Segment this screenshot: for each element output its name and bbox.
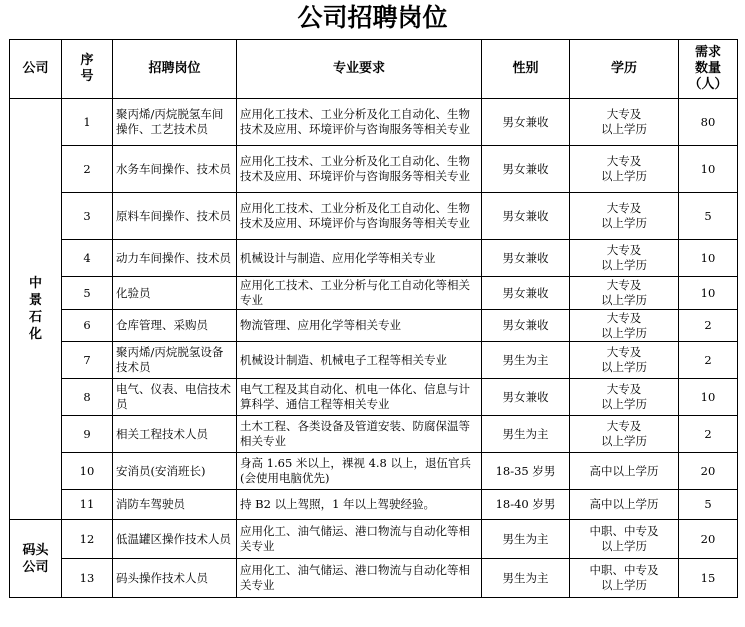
gender-cell: 男女兼收 <box>482 277 570 310</box>
table-row <box>10 416 738 453</box>
requirement-cell: 机械设计制造、机械电子工程等相关专业 <box>237 342 482 379</box>
company-name: 码头 公司 <box>22 542 49 575</box>
requirement-cell: 应用化工、油气储运、港口物流与自动化等相关专业 <box>237 559 482 598</box>
gender-cell: 男女兼收 <box>482 310 570 342</box>
education-cell: 高中以上学历 <box>570 490 679 520</box>
count-cell: 2 <box>679 310 738 342</box>
requirement-cell: 机械设计与制造、应用化学等相关专业 <box>237 240 482 277</box>
requirement-cell: 物流管理、应用化学等相关专业 <box>237 310 482 342</box>
education-cell: 中职、中专及 以上学历 <box>570 559 679 598</box>
position-cell: 聚丙烯/丙烷脱氢车间操作、工艺技术员 <box>113 99 237 146</box>
header-seq: 序 号 <box>62 40 113 99</box>
header-count: 需求 数量 （人） <box>679 40 738 99</box>
count-cell: 20 <box>679 453 738 490</box>
requirement-cell: 应用化工技术、工业分析及化工自动化、生物技术及应用、环境评价与咨询服务等相关专业 <box>237 193 482 240</box>
header-row <box>10 40 738 99</box>
table-row <box>10 453 738 490</box>
gender-cell: 男女兼收 <box>482 379 570 416</box>
gender-cell: 男女兼收 <box>482 193 570 240</box>
gender-cell: 男生为主 <box>482 342 570 379</box>
gender-cell: 男女兼收 <box>482 99 570 146</box>
education-cell: 大专及 以上学历 <box>570 193 679 240</box>
requirement-cell: 电气工程及其自动化、机电一体化、信息与计算科学、通信工程等相关专业 <box>237 379 482 416</box>
table-row <box>10 277 738 310</box>
header-education: 学历 <box>570 40 679 99</box>
seq-cell: 2 <box>62 146 113 193</box>
requirement-cell: 持 B2 以上驾照，1 年以上驾驶经验。 <box>237 490 482 520</box>
gender-cell: 18-35 岁男 <box>482 453 570 490</box>
position-cell: 化验员 <box>113 277 237 310</box>
count-cell: 2 <box>679 342 738 379</box>
position-cell: 消防车驾驶员 <box>113 490 237 520</box>
education-cell: 大专及 以上学历 <box>570 310 679 342</box>
count-cell: 10 <box>679 379 738 416</box>
position-cell: 低温罐区操作技术人员 <box>113 520 237 559</box>
seq-cell: 13 <box>62 559 113 598</box>
table-row <box>10 520 738 559</box>
seq-cell: 7 <box>62 342 113 379</box>
seq-cell: 4 <box>62 240 113 277</box>
table-row <box>10 379 738 416</box>
count-cell: 80 <box>679 99 738 146</box>
education-cell: 大专及 以上学历 <box>570 277 679 310</box>
position-cell: 相关工程技术人员 <box>113 416 237 453</box>
table-row <box>10 310 738 342</box>
recruitment-table <box>9 39 738 598</box>
seq-cell: 5 <box>62 277 113 310</box>
education-cell: 大专及 以上学历 <box>570 416 679 453</box>
requirement-cell: 应用化工、油气储运、港口物流与自动化等相关专业 <box>237 520 482 559</box>
header-company: 公司 <box>10 40 62 99</box>
position-cell: 码头操作技术人员 <box>113 559 237 598</box>
education-cell: 大专及 以上学历 <box>570 379 679 416</box>
count-cell: 10 <box>679 277 738 310</box>
seq-cell: 3 <box>62 193 113 240</box>
requirement-cell: 应用化工技术、工业分析及化工自动化、生物技术及应用、环境评价与咨询服务等相关专业 <box>237 146 482 193</box>
table-row <box>10 193 738 240</box>
seq-cell: 6 <box>62 310 113 342</box>
page-title: 公司招聘岗位 <box>297 3 448 32</box>
seq-cell: 11 <box>62 490 113 520</box>
count-cell: 5 <box>679 193 738 240</box>
seq-cell: 10 <box>62 453 113 490</box>
count-cell: 2 <box>679 416 738 453</box>
company-name: 中景石化 <box>28 276 42 342</box>
table-row <box>10 240 738 277</box>
education-cell: 大专及 以上学历 <box>570 99 679 146</box>
education-cell: 大专及 以上学历 <box>570 146 679 193</box>
company-cell <box>10 99 62 520</box>
requirement-cell: 身高 1.65 米以上，裸视 4.8 以上，退伍官兵(会使用电脑优先) <box>237 453 482 490</box>
position-cell: 原料车间操作、技术员 <box>113 193 237 240</box>
position-cell: 电气、仪表、电信技术员 <box>113 379 237 416</box>
table-row <box>10 342 738 379</box>
gender-cell: 男生为主 <box>482 416 570 453</box>
table-row <box>10 99 738 146</box>
company-cell <box>10 520 62 598</box>
header-position: 招聘岗位 <box>113 40 237 99</box>
header-gender: 性别 <box>482 40 570 99</box>
gender-cell: 男女兼收 <box>482 240 570 277</box>
count-cell: 5 <box>679 490 738 520</box>
table-row <box>10 146 738 193</box>
position-cell: 仓库管理、采购员 <box>113 310 237 342</box>
education-cell: 大专及 以上学历 <box>570 342 679 379</box>
count-cell: 20 <box>679 520 738 559</box>
count-cell: 10 <box>679 146 738 193</box>
seq-cell: 8 <box>62 379 113 416</box>
requirement-cell: 应用化工技术、工业分析及化工自动化、生物技术及应用、环境评价与咨询服务等相关专业 <box>237 99 482 146</box>
education-cell: 大专及 以上学历 <box>570 240 679 277</box>
seq-cell: 12 <box>62 520 113 559</box>
requirement-cell: 应用化工技术、工业分析与化工自动化等相关专业 <box>237 277 482 310</box>
seq-cell: 1 <box>62 99 113 146</box>
count-cell: 15 <box>679 559 738 598</box>
position-cell: 水务车间操作、技术员 <box>113 146 237 193</box>
table-row <box>10 490 738 520</box>
gender-cell: 男女兼收 <box>482 146 570 193</box>
header-requirement: 专业要求 <box>237 40 482 99</box>
gender-cell: 男生为主 <box>482 520 570 559</box>
requirement-cell: 土木工程、各类设备及管道安装、防腐保温等相关专业 <box>237 416 482 453</box>
education-cell: 中职、中专及 以上学历 <box>570 520 679 559</box>
gender-cell: 男生为主 <box>482 559 570 598</box>
position-cell: 聚丙烯/丙烷脱氢设备技术员 <box>113 342 237 379</box>
seq-cell: 9 <box>62 416 113 453</box>
count-cell: 10 <box>679 240 738 277</box>
education-cell: 高中以上学历 <box>570 453 679 490</box>
position-cell: 安消员(安消班长) <box>113 453 237 490</box>
gender-cell: 18-40 岁男 <box>482 490 570 520</box>
table-row <box>10 559 738 598</box>
position-cell: 动力车间操作、技术员 <box>113 240 237 277</box>
